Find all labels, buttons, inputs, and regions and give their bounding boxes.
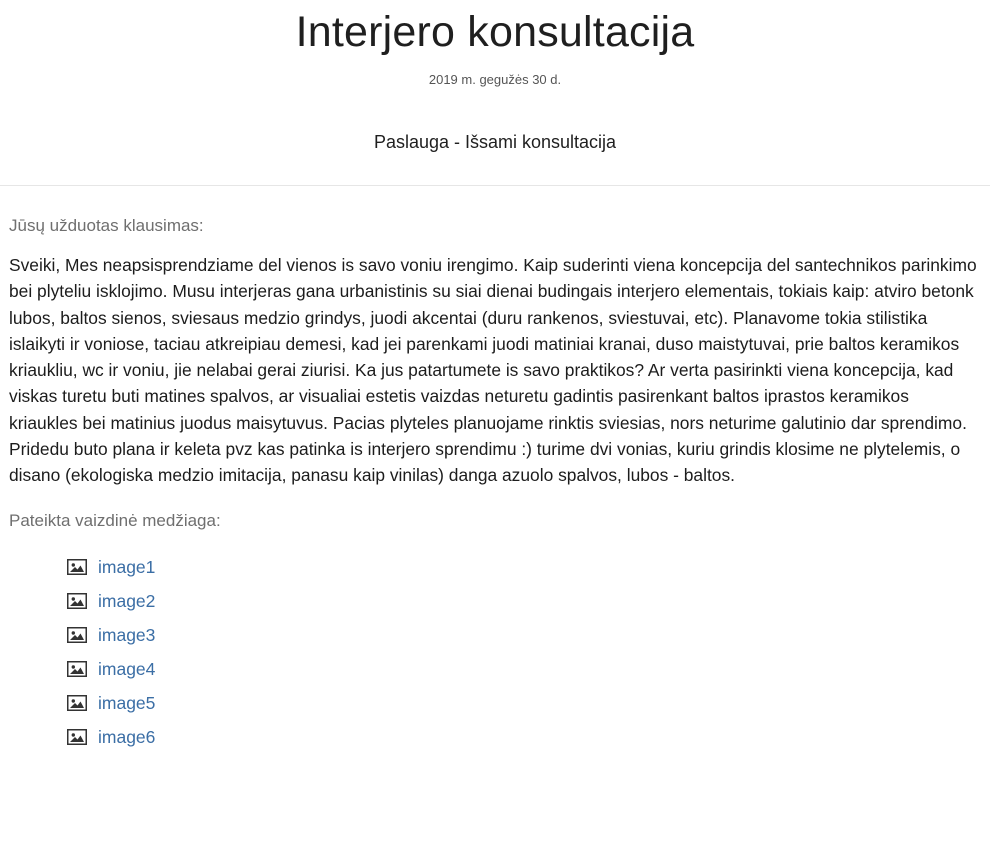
question-text: Sveiki, Mes neapsisprendziame del vienos is savo voniu irengimo. Kaip suderinti viena koncepcija del santechnikos parinkimo bei plyteliu isklojimo. Musu interjeras gana urbanistinis su siai dienai budingais interjero elementais, tokiais kaip: atviro betonk lubos, baltos sienos, sviesaus medzio grindys, juodi akcentai (duru rankenos, sviestuvai, etc). Planavome tokia stilistika islaikyti ir voniose, taciau atkreipiau demesi, kad jei parenkami juodi matiniai kranai, duso maistytuvai, prie baltos keramikos kriaukliu, wc ir voniu, jie nelabai gerai ziurisi. Ka jus patartumete is savo praktikos? Ar verta pasirinkti viena koncepcija, kad viskas turetu buti matines spalvos, ar visualiai estetis vaizdas neturetu gadintis pasirenkant baltos iprastos keramikos kriaukles bei matinius juodus maisytuvus. Pacias plyteles planuojame rinktis sviesias, nors neturime galutinio dar sprendimo. Pridedu buto plana ir keleta pvz kas patinka is interjero sprendimu :) turime dvi vonias, kuriu grindis klosime ne plytelemis, o disano (ekologiska medzio imitacija, panasu kaip vinilas) danga azuolo spalvos, lubos - baltos. — [9, 255, 977, 486]
image-icon — [67, 695, 87, 711]
consultation-date: 2019 m. gegužės 30 d. — [428, 72, 562, 87]
attachment-item — [67, 618, 982, 652]
page-title: Interjero konsultacija — [295, 8, 695, 56]
attachment-item — [67, 720, 982, 754]
attachment-link-image3[interactable]: image3 — [98, 624, 156, 645]
attachment-link-image5[interactable]: image5 — [98, 692, 156, 713]
attachment-item — [67, 652, 982, 686]
attachment-item — [67, 584, 982, 618]
service-type: Paslauga - Išsami konsultacija — [373, 132, 617, 152]
image-icon — [67, 559, 87, 575]
image-icon — [67, 593, 87, 609]
consultation-content — [0, 215, 990, 754]
page-header — [0, 0, 990, 186]
image-icon — [67, 729, 87, 745]
attachment-link-image4[interactable]: image4 — [98, 658, 156, 679]
attachment-link-image6[interactable]: image6 — [98, 726, 156, 747]
attachment-list — [9, 550, 982, 754]
image-icon — [67, 661, 87, 677]
image-icon — [67, 627, 87, 643]
attachment-link-image1[interactable]: image1 — [98, 556, 156, 577]
question-label: Jūsų užduotas klausimas: — [9, 216, 204, 235]
attachment-item — [67, 686, 982, 720]
attachment-item — [67, 550, 982, 584]
materials-label: Pateikta vaizdinė medžiaga: — [9, 510, 221, 530]
attachment-link-image2[interactable]: image2 — [98, 590, 156, 611]
